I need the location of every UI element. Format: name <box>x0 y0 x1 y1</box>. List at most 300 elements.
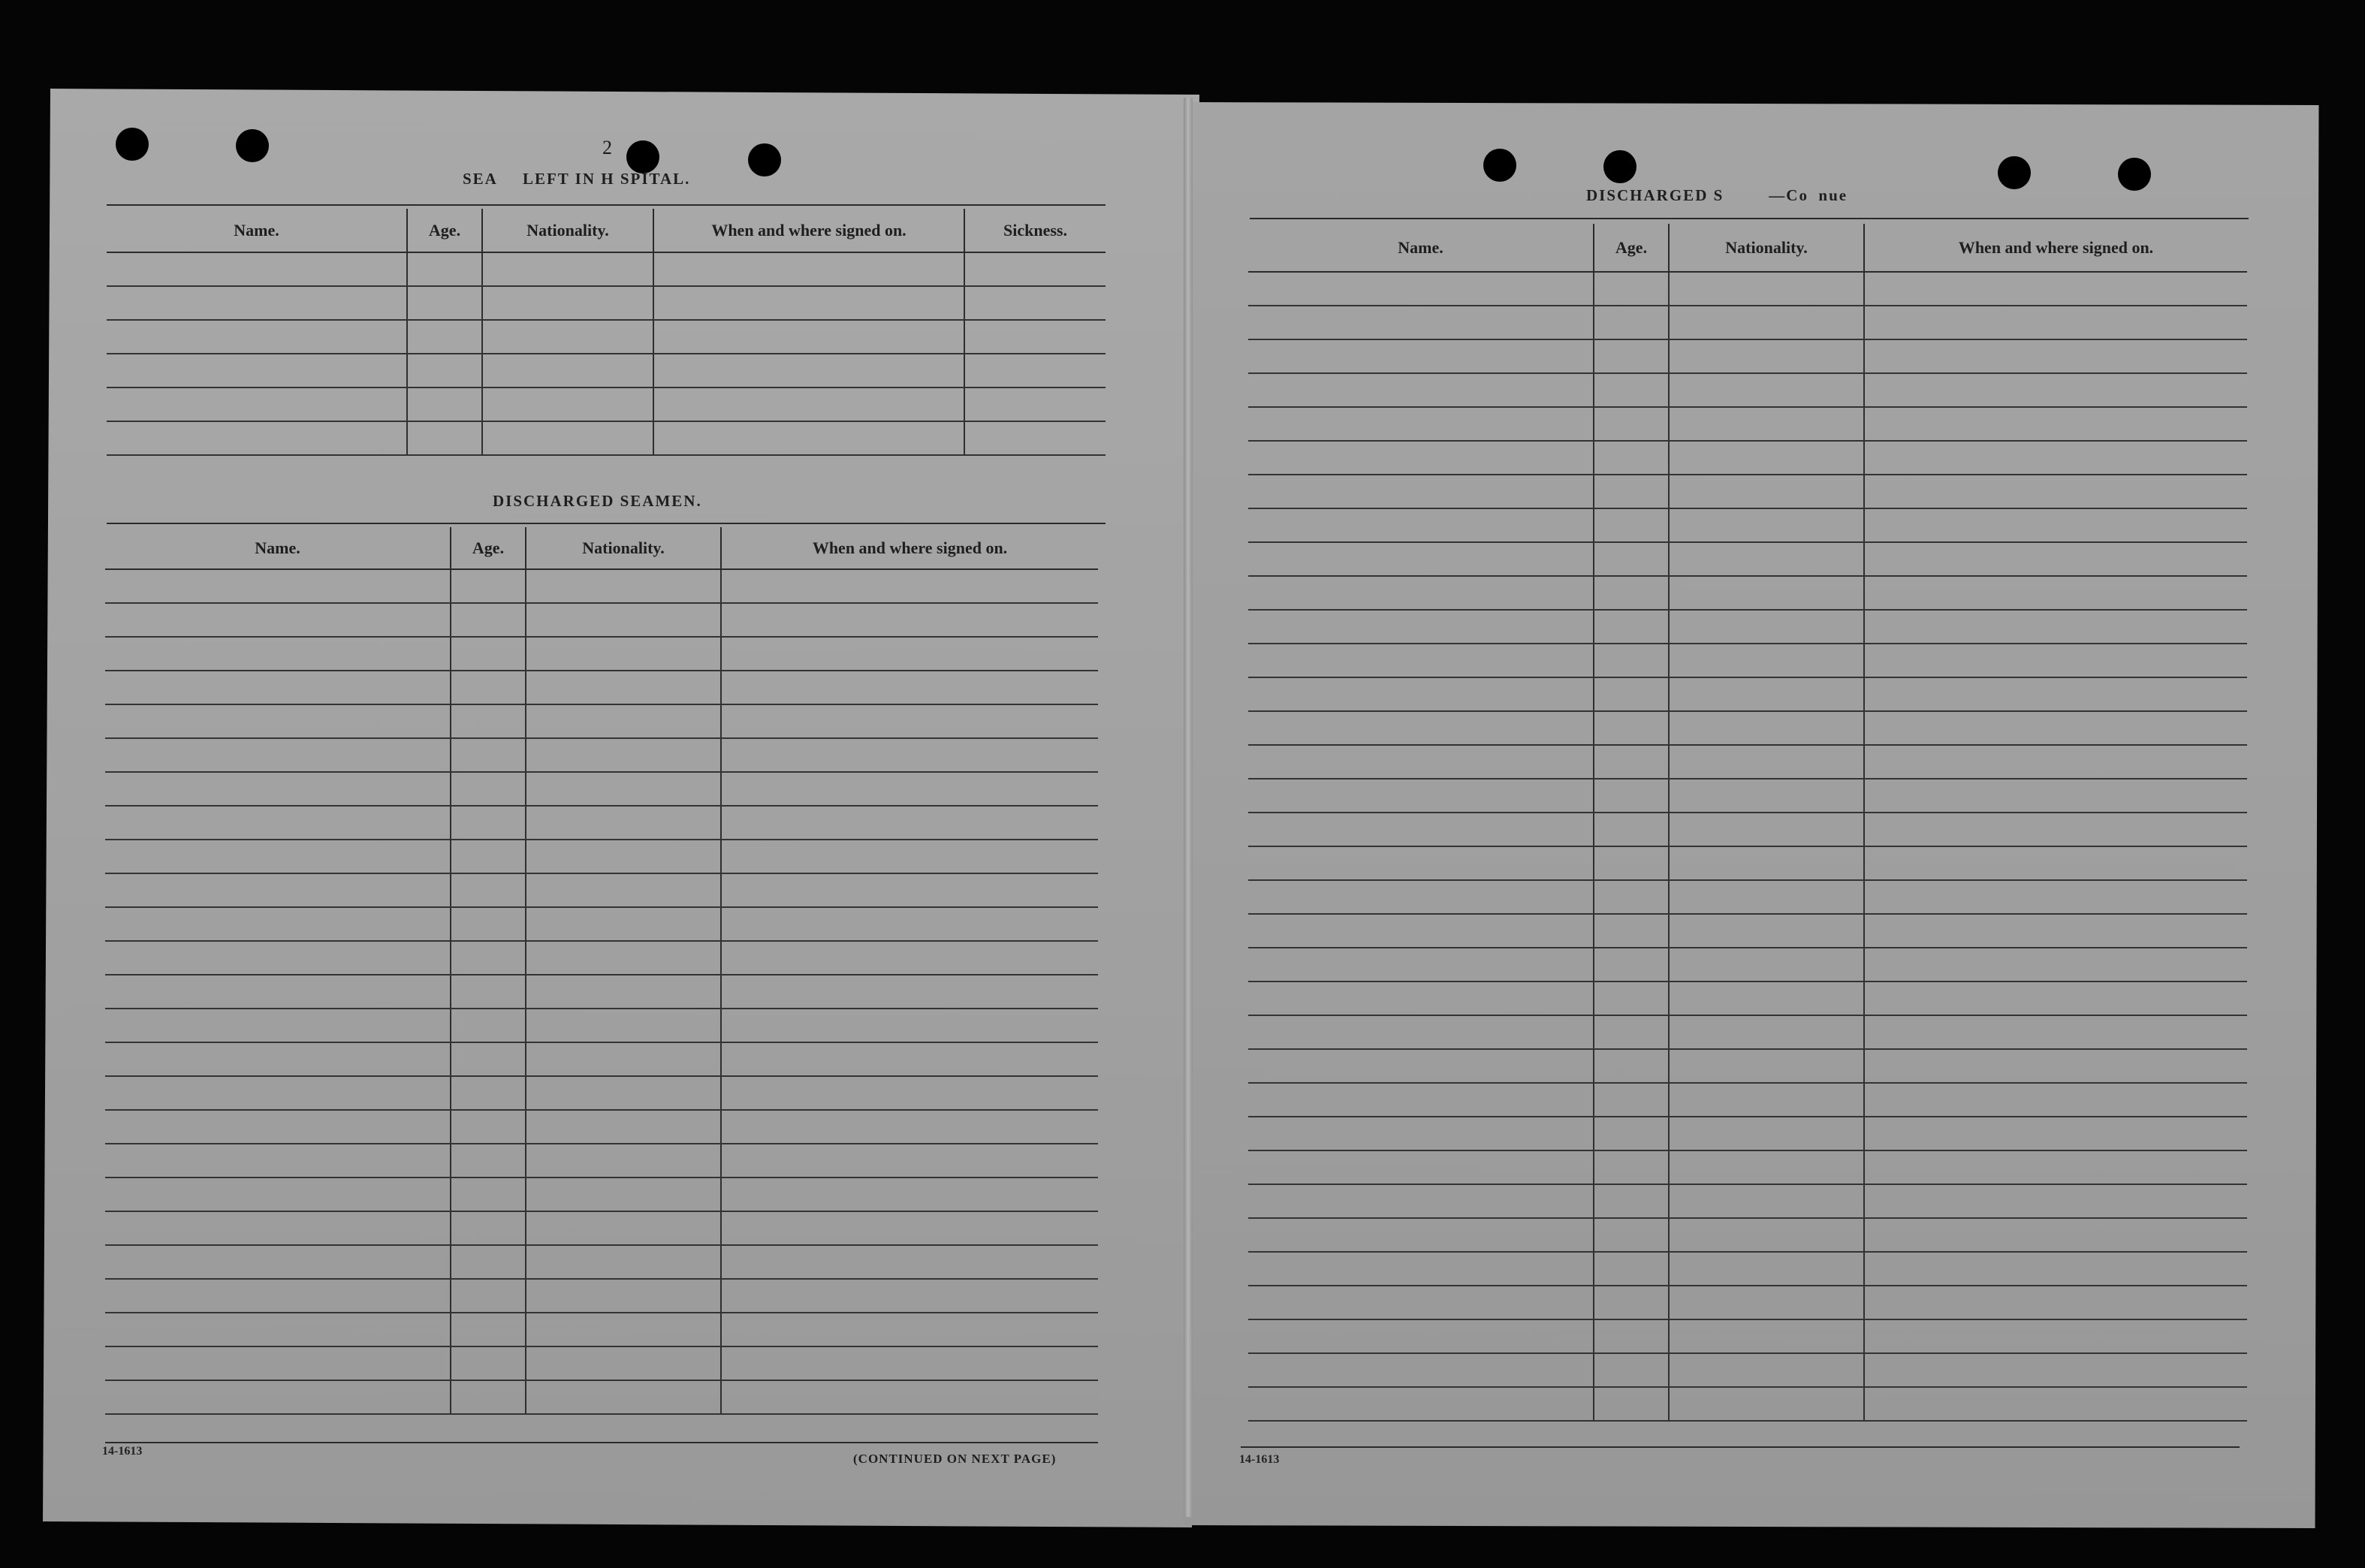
blank-cell <box>1594 1252 1669 1286</box>
blank-cell <box>1864 1117 2247 1150</box>
blank-cell <box>721 873 1098 907</box>
table-row <box>1248 1387 2247 1421</box>
blank-cell <box>1248 880 1594 914</box>
blank-cell <box>1864 880 2247 914</box>
table-row <box>1248 1218 2247 1252</box>
blank-cell <box>105 873 451 907</box>
blank-cell <box>1669 373 1864 407</box>
blank-cell <box>105 671 451 704</box>
blank-cell <box>721 975 1098 1009</box>
table-row <box>105 975 1098 1009</box>
hospital-section-title: SEA LEFT IN H SPITAL. <box>463 170 691 188</box>
table-row <box>1248 1252 2247 1286</box>
table-row <box>105 704 1098 738</box>
blank-cell <box>1864 711 2247 745</box>
blank-cell <box>407 421 482 455</box>
col-nationality-header: Nationality. <box>526 527 721 569</box>
blank-cell <box>1864 677 2247 711</box>
blank-cell <box>451 840 526 873</box>
table-row <box>1248 272 2247 306</box>
table-row <box>1248 779 2247 813</box>
blank-cell <box>1248 1049 1594 1083</box>
blank-cell <box>1594 711 1669 745</box>
punch-hole <box>1998 156 2031 189</box>
table-row <box>1248 475 2247 508</box>
blank-cell <box>1669 306 1864 339</box>
header-rule <box>107 523 1106 524</box>
table-row <box>105 1178 1098 1211</box>
blank-cell <box>526 772 721 806</box>
blank-cell <box>1594 813 1669 846</box>
blank-cell <box>1669 576 1864 610</box>
col-signed-on-header: When and where signed on. <box>653 209 964 252</box>
col-name-header: Name. <box>107 209 407 252</box>
table-row <box>1248 542 2247 576</box>
table-row <box>105 1009 1098 1042</box>
blank-cell <box>1594 1150 1669 1184</box>
continued-note: (CONTINUED ON NEXT PAGE) <box>853 1452 1057 1466</box>
blank-cell <box>1864 745 2247 779</box>
blank-cell <box>1669 1387 1864 1421</box>
col-signed-on-header: When and where signed on. <box>1864 224 2247 272</box>
blank-cell <box>107 252 407 286</box>
blank-cell <box>1669 779 1864 813</box>
blank-cell <box>1248 779 1594 813</box>
blank-cell <box>526 840 721 873</box>
blank-cell <box>482 354 653 387</box>
blank-cell <box>1594 948 1669 982</box>
blank-cell <box>1864 1083 2247 1117</box>
table-row <box>1248 982 2247 1015</box>
blank-cell <box>1248 610 1594 644</box>
punch-hole <box>236 129 269 162</box>
punch-hole <box>1603 150 1636 183</box>
punch-hole <box>626 140 659 173</box>
table-row <box>105 569 1098 603</box>
blank-cell <box>1669 610 1864 644</box>
blank-cell <box>451 907 526 941</box>
blank-cell <box>1669 407 1864 441</box>
punch-hole <box>116 128 149 161</box>
blank-cell <box>105 1380 451 1414</box>
blank-cell <box>1248 711 1594 745</box>
blank-cell <box>721 1178 1098 1211</box>
col-signed-on-header: When and where signed on. <box>721 527 1098 569</box>
footer-rule <box>105 1442 1098 1443</box>
blank-cell <box>653 421 964 455</box>
col-sickness-header: Sickness. <box>964 209 1106 252</box>
blank-cell <box>1248 1218 1594 1252</box>
blank-cell <box>1864 1252 2247 1286</box>
table-row <box>107 421 1106 455</box>
blank-cell <box>964 320 1106 354</box>
table-row <box>1248 813 2247 846</box>
blank-cell <box>105 569 451 603</box>
table-row <box>1248 373 2247 407</box>
blank-cell <box>721 772 1098 806</box>
blank-cell <box>526 1279 721 1313</box>
blank-cell <box>1594 1184 1669 1218</box>
blank-cell <box>107 320 407 354</box>
blank-cell <box>653 387 964 421</box>
table-row <box>105 1042 1098 1076</box>
blank-cell <box>105 975 451 1009</box>
blank-cell <box>451 704 526 738</box>
table-row <box>1248 508 2247 542</box>
blank-cell <box>451 738 526 772</box>
punch-hole <box>1483 149 1516 182</box>
table-row <box>105 840 1098 873</box>
blank-cell <box>1594 576 1669 610</box>
blank-cell <box>526 1313 721 1346</box>
blank-cell <box>105 1279 451 1313</box>
blank-cell <box>1669 644 1864 677</box>
blank-cell <box>451 637 526 671</box>
blank-cell <box>1594 914 1669 948</box>
blank-cell <box>1594 677 1669 711</box>
blank-cell <box>1669 982 1864 1015</box>
table-row <box>1248 306 2247 339</box>
col-name-header: Name. <box>1248 224 1594 272</box>
blank-cell <box>1669 1218 1864 1252</box>
blank-cell <box>1594 542 1669 576</box>
blank-cell <box>1669 272 1864 306</box>
blank-cell <box>721 569 1098 603</box>
blank-cell <box>1864 846 2247 880</box>
blank-cell <box>721 1313 1098 1346</box>
blank-cell <box>721 603 1098 637</box>
blank-cell <box>1594 644 1669 677</box>
blank-cell <box>451 1144 526 1178</box>
blank-cell <box>1248 272 1594 306</box>
blank-cell <box>107 421 407 455</box>
table-row <box>1248 1049 2247 1083</box>
blank-cell <box>1669 1184 1864 1218</box>
blank-cell <box>1594 1319 1669 1353</box>
blank-cell <box>482 387 653 421</box>
blank-cell <box>1669 948 1864 982</box>
blank-cell <box>1864 644 2247 677</box>
table-row <box>1248 1319 2247 1353</box>
blank-cell <box>721 1144 1098 1178</box>
blank-cell <box>1864 1319 2247 1353</box>
blank-cell <box>451 1279 526 1313</box>
page-fold <box>1184 98 1193 1517</box>
col-nationality-header: Nationality. <box>1669 224 1864 272</box>
blank-cell <box>451 569 526 603</box>
blank-cell <box>653 286 964 320</box>
table-row <box>1248 644 2247 677</box>
blank-cell <box>482 286 653 320</box>
blank-cell <box>1669 1083 1864 1117</box>
blank-cell <box>407 252 482 286</box>
blank-cell <box>1248 508 1594 542</box>
blank-cell <box>105 1245 451 1279</box>
blank-cell <box>105 907 451 941</box>
blank-cell <box>526 975 721 1009</box>
table-row <box>107 387 1106 421</box>
blank-cell <box>451 975 526 1009</box>
blank-cell <box>526 1042 721 1076</box>
blank-cell <box>105 738 451 772</box>
discharged-table <box>105 527 1098 1415</box>
table-row <box>1248 880 2247 914</box>
blank-cell <box>526 1178 721 1211</box>
blank-cell <box>1248 813 1594 846</box>
blank-cell <box>1248 339 1594 373</box>
blank-cell <box>1594 745 1669 779</box>
table-row <box>105 1346 1098 1380</box>
table-row <box>1248 1117 2247 1150</box>
blank-cell <box>1864 779 2247 813</box>
table-row <box>1248 610 2247 644</box>
table-row <box>107 354 1106 387</box>
blank-cell <box>1669 1015 1864 1049</box>
header-rule <box>1250 218 2249 219</box>
table-row <box>105 1279 1098 1313</box>
blank-cell <box>1669 1353 1864 1387</box>
blank-cell <box>1248 1015 1594 1049</box>
blank-cell <box>105 1009 451 1042</box>
blank-cell <box>1864 306 2247 339</box>
table-row <box>105 806 1098 840</box>
blank-cell <box>1248 1353 1594 1387</box>
blank-cell <box>526 1380 721 1414</box>
table-row <box>105 772 1098 806</box>
blank-cell <box>1594 1117 1669 1150</box>
blank-cell <box>1594 610 1669 644</box>
blank-cell <box>1248 1319 1594 1353</box>
blank-cell <box>451 1009 526 1042</box>
blank-cell <box>105 772 451 806</box>
blank-cell <box>1594 982 1669 1015</box>
blank-cell <box>653 320 964 354</box>
blank-cell <box>1248 1150 1594 1184</box>
blank-cell <box>721 941 1098 975</box>
table-row <box>1248 407 2247 441</box>
punch-hole <box>748 143 781 176</box>
blank-cell <box>1669 508 1864 542</box>
blank-cell <box>1669 1252 1864 1286</box>
blank-cell <box>1669 542 1864 576</box>
blank-cell <box>105 1211 451 1245</box>
blank-cell <box>721 637 1098 671</box>
hospital-table <box>107 209 1106 456</box>
blank-cell <box>1864 441 2247 475</box>
table-row <box>1248 711 2247 745</box>
blank-cell <box>1248 914 1594 948</box>
blank-cell <box>964 252 1106 286</box>
blank-cell <box>451 806 526 840</box>
table-row <box>1248 914 2247 948</box>
blank-cell <box>1248 542 1594 576</box>
blank-cell <box>1864 1015 2247 1049</box>
header-rule <box>107 204 1106 206</box>
blank-cell <box>1669 846 1864 880</box>
table-row <box>107 320 1106 354</box>
table-row <box>1248 1150 2247 1184</box>
blank-cell <box>526 603 721 637</box>
blank-cell <box>1864 982 2247 1015</box>
blank-cell <box>407 320 482 354</box>
blank-cell <box>1248 846 1594 880</box>
blank-cell <box>105 1076 451 1110</box>
blank-cell <box>1669 1286 1864 1319</box>
blank-cell <box>1594 846 1669 880</box>
blank-cell <box>1594 1353 1669 1387</box>
table-row <box>105 907 1098 941</box>
blank-cell <box>1864 813 2247 846</box>
blank-cell <box>451 941 526 975</box>
table-row <box>107 252 1106 286</box>
blank-cell <box>105 840 451 873</box>
blank-cell <box>105 704 451 738</box>
blank-cell <box>1864 339 2247 373</box>
punch-hole <box>2118 158 2151 191</box>
blank-cell <box>105 1178 451 1211</box>
blank-cell <box>1594 339 1669 373</box>
blank-cell <box>1864 1150 2247 1184</box>
table-row <box>105 637 1098 671</box>
blank-cell <box>1669 813 1864 846</box>
blank-cell <box>451 1313 526 1346</box>
blank-cell <box>721 1245 1098 1279</box>
blank-cell <box>1864 1353 2247 1387</box>
blank-cell <box>1594 508 1669 542</box>
blank-cell <box>1248 441 1594 475</box>
blank-cell <box>451 1211 526 1245</box>
blank-cell <box>1594 407 1669 441</box>
blank-cell <box>653 252 964 286</box>
blank-cell <box>1248 1286 1594 1319</box>
blank-cell <box>451 671 526 704</box>
blank-cell <box>1248 745 1594 779</box>
blank-cell <box>526 738 721 772</box>
blank-cell <box>1864 1286 2247 1319</box>
blank-cell <box>1248 1184 1594 1218</box>
blank-cell <box>1248 475 1594 508</box>
blank-cell <box>1864 407 2247 441</box>
table-row <box>107 286 1106 320</box>
blank-cell <box>526 1211 721 1245</box>
blank-cell <box>526 704 721 738</box>
table-row <box>105 738 1098 772</box>
blank-cell <box>964 421 1106 455</box>
blank-cell <box>721 1009 1098 1042</box>
blank-cell <box>451 1110 526 1144</box>
blank-cell <box>1669 914 1864 948</box>
blank-cell <box>1594 306 1669 339</box>
blank-cell <box>105 1346 451 1380</box>
blank-cell <box>105 1144 451 1178</box>
blank-cell <box>1594 1387 1669 1421</box>
blank-cell <box>105 637 451 671</box>
blank-cell <box>526 806 721 840</box>
blank-cell <box>526 1110 721 1144</box>
table-row <box>105 873 1098 907</box>
blank-cell <box>526 671 721 704</box>
blank-cell <box>107 354 407 387</box>
table-row <box>105 1110 1098 1144</box>
blank-cell <box>451 1042 526 1076</box>
blank-cell <box>1669 441 1864 475</box>
blank-cell <box>1864 1387 2247 1421</box>
blank-cell <box>526 637 721 671</box>
blank-cell <box>451 1245 526 1279</box>
table-row <box>1248 677 2247 711</box>
blank-cell <box>1864 914 2247 948</box>
blank-cell <box>721 1211 1098 1245</box>
table-row <box>1248 339 2247 373</box>
table-row <box>105 1245 1098 1279</box>
blank-cell <box>1864 272 2247 306</box>
blank-cell <box>526 1076 721 1110</box>
blank-cell <box>451 873 526 907</box>
blank-cell <box>1594 1218 1669 1252</box>
blank-cell <box>721 1110 1098 1144</box>
col-age-header: Age. <box>451 527 526 569</box>
blank-cell <box>526 1144 721 1178</box>
table-row <box>105 603 1098 637</box>
blank-cell <box>526 1346 721 1380</box>
blank-cell <box>526 941 721 975</box>
blank-cell <box>1669 1117 1864 1150</box>
table-row <box>1248 1015 2247 1049</box>
blank-cell <box>107 387 407 421</box>
table-row <box>105 1380 1098 1414</box>
blank-cell <box>451 1346 526 1380</box>
blank-cell <box>721 1380 1098 1414</box>
blank-cell <box>407 286 482 320</box>
blank-cell <box>1669 475 1864 508</box>
blank-cell <box>721 704 1098 738</box>
blank-cell <box>105 941 451 975</box>
blank-cell <box>1594 880 1669 914</box>
blank-cell <box>1864 1184 2247 1218</box>
blank-cell <box>1594 1049 1669 1083</box>
right-section-title: DISCHARGED S —Co nue <box>1586 186 1853 204</box>
blank-cell <box>105 1042 451 1076</box>
blank-cell <box>451 772 526 806</box>
table-row <box>1248 441 2247 475</box>
blank-cell <box>1669 1319 1864 1353</box>
blank-cell <box>1864 1049 2247 1083</box>
blank-cell <box>1248 1083 1594 1117</box>
blank-cell <box>1594 779 1669 813</box>
table-row <box>105 1076 1098 1110</box>
blank-cell <box>451 1178 526 1211</box>
table-row <box>105 1144 1098 1178</box>
blank-cell <box>526 1245 721 1279</box>
discharged-section-title: DISCHARGED SEAMEN. <box>493 492 702 510</box>
blank-cell <box>1864 576 2247 610</box>
table-row <box>1248 576 2247 610</box>
blank-cell <box>1594 1083 1669 1117</box>
blank-cell <box>105 1313 451 1346</box>
table-row <box>1248 846 2247 880</box>
blank-cell <box>964 354 1106 387</box>
blank-cell <box>482 320 653 354</box>
footer-rule <box>1241 1446 2240 1448</box>
blank-cell <box>1669 677 1864 711</box>
blank-cell <box>1594 1015 1669 1049</box>
blank-cell <box>1864 475 2247 508</box>
blank-cell <box>1248 644 1594 677</box>
table-row <box>105 671 1098 704</box>
blank-cell <box>407 387 482 421</box>
blank-cell <box>407 354 482 387</box>
blank-cell <box>653 354 964 387</box>
